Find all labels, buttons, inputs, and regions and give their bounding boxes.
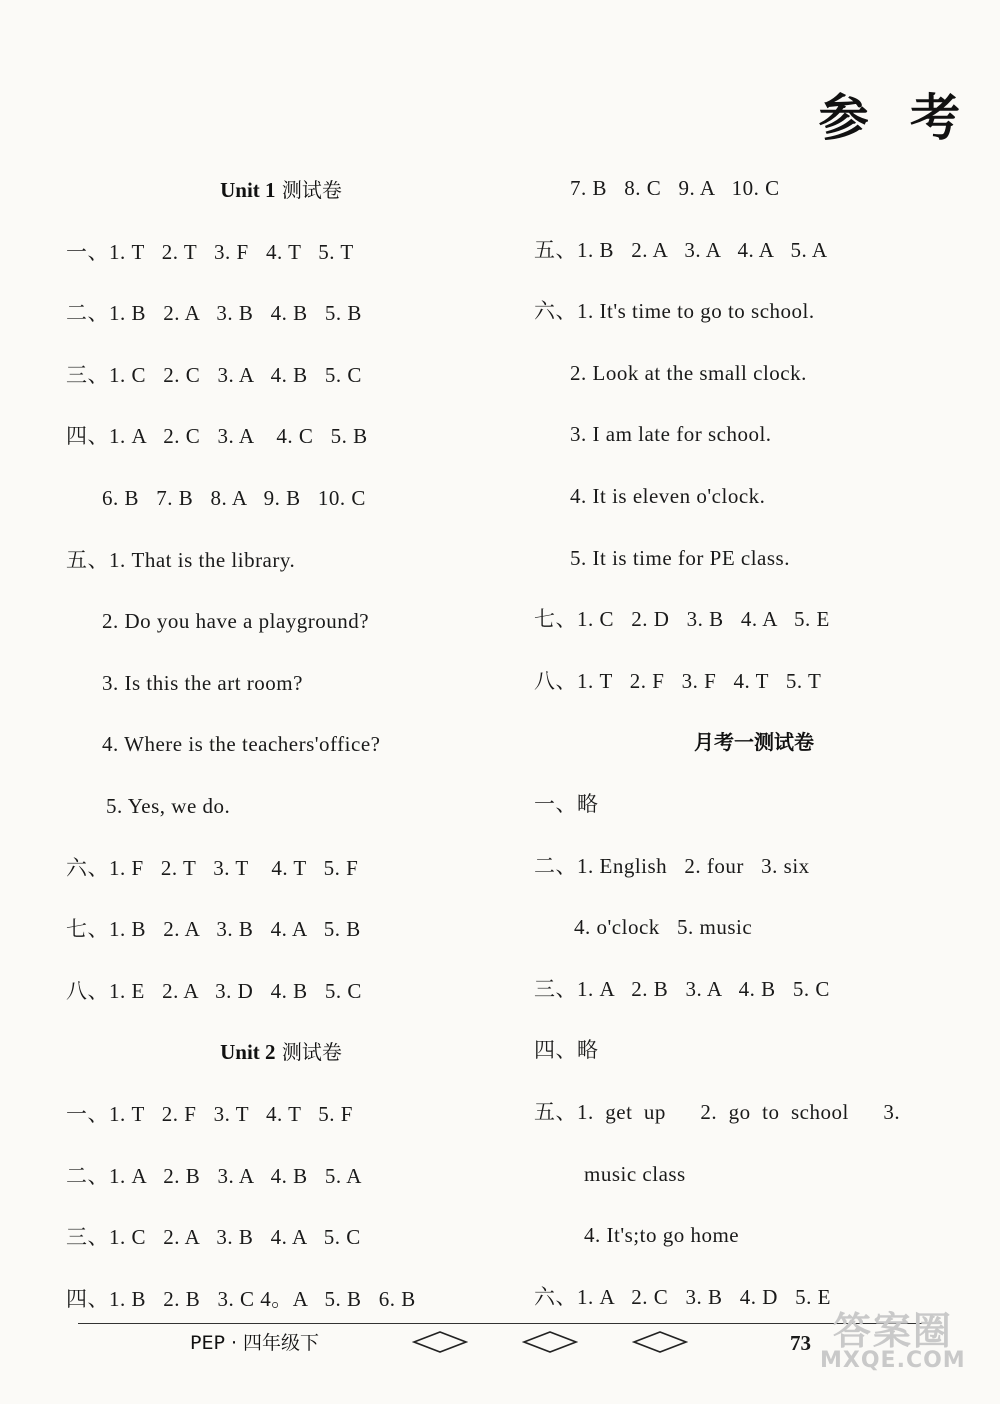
- watermark-url: MXQE.COM: [820, 1348, 966, 1373]
- unit1-heading: [66, 160, 496, 222]
- watermark-title: 答案圈: [832, 1309, 953, 1353]
- answer-line: 4. Where is the teachers'office?: [102, 732, 381, 757]
- answer-line: 4. It is eleven o'clock.: [570, 483, 766, 508]
- answer-line: 二、1. A 2. B 3. A 4. B 5. A: [66, 1163, 362, 1188]
- diamond-ornament-icon: [522, 1330, 578, 1354]
- unit2-heading: [66, 1022, 496, 1084]
- answer-line: 一、1. T 2. F 3. T 4. T 5. F: [66, 1101, 353, 1126]
- unit2-heading-unit: Unit 2: [220, 1040, 276, 1065]
- answer-line: 2. Do you have a playground?: [102, 609, 370, 634]
- answer-line: 四、1. A 2. C 3. A 4. C 5. B: [66, 424, 368, 449]
- answer-line: 二、1. B 2. A 3. B 4. B 5. B: [66, 301, 362, 326]
- answer-line: 4. o'clock 5. music: [574, 915, 753, 940]
- answer-line: 六、1. F 2. T 3. T 4. T 5. F: [66, 855, 359, 880]
- right-column: [534, 158, 974, 1328]
- answer-line: 六、1. A 2. C 3. B 4. D 5. E: [534, 1284, 832, 1309]
- answer-line: music class: [584, 1161, 686, 1186]
- unit1-heading-suffix: 测试卷: [275, 178, 342, 202]
- answer-line: 5. It is time for PE class.: [570, 545, 790, 570]
- answer-line: 一、1. T 2. T 3. F 4. T 5. T: [66, 239, 354, 264]
- answer-line: 五、1. B 2. A 3. A 4. A 5. A: [534, 237, 828, 262]
- answer-line: 三、1. A 2. B 3. A 4. B 5. C: [534, 976, 830, 1001]
- answer-line: 2. Look at the small clock.: [570, 360, 807, 385]
- answer-line: 五、1. get up 2. go to school 3.: [534, 1099, 901, 1124]
- monthly-test-heading: 月考一测试卷: [694, 730, 814, 755]
- page-header-title: 参 考: [818, 89, 972, 147]
- footer-grade-label: PEP · 四年级下: [190, 1332, 320, 1354]
- unit1-heading-unit: Unit 1: [220, 178, 276, 202]
- answer-line: 5. Yes, we do.: [106, 793, 231, 818]
- answer-line: 3. I am late for school.: [570, 422, 772, 447]
- answer-line: 二、1. English 2. four 3. six: [534, 853, 810, 878]
- answer-line: 七、1. B 2. A 3. B 4. A 5. B: [66, 917, 361, 942]
- answer-line: 三、1. C 2. C 3. A 4. B 5. C: [66, 362, 362, 387]
- answer-line: 四、1. B 2. B 3. C 4。A 5. B 6. B: [66, 1286, 416, 1311]
- answer-line: 3. Is this the art room?: [102, 670, 303, 695]
- diamond-ornament-icon: [412, 1330, 468, 1354]
- answer-line: 四、略: [534, 1038, 599, 1063]
- answer-line: 一、略: [534, 791, 599, 816]
- answer-line: 八、1. E 2. A 3. D 4. B 5. C: [66, 978, 362, 1003]
- answer-line: 八、1. T 2. F 3. F 4. T 5. T: [534, 668, 822, 693]
- answer-line: 7. B 8. C 9. A 10. C: [570, 176, 780, 200]
- answer-line: 七、1. C 2. D 3. B 4. A 5. E: [534, 607, 830, 632]
- site-watermark: [820, 1309, 966, 1373]
- answer-line: 六、1. It's time to go to school.: [534, 299, 815, 324]
- diamond-ornament-icon: [632, 1330, 688, 1354]
- page-number: 73: [790, 1331, 811, 1355]
- left-column: [66, 160, 496, 1330]
- answer-line: 6. B 7. B 8. A 9. B 10. C: [102, 485, 366, 510]
- footer-rule: [78, 1323, 940, 1324]
- unit2-heading-suffix: 测试卷: [275, 1040, 342, 1065]
- answer-line: 五、1. That is the library.: [66, 547, 296, 572]
- answer-line: 三、1. C 2. A 3. B 4. A 5. C: [66, 1225, 361, 1250]
- answer-line: 4. It's;to go home: [584, 1223, 740, 1248]
